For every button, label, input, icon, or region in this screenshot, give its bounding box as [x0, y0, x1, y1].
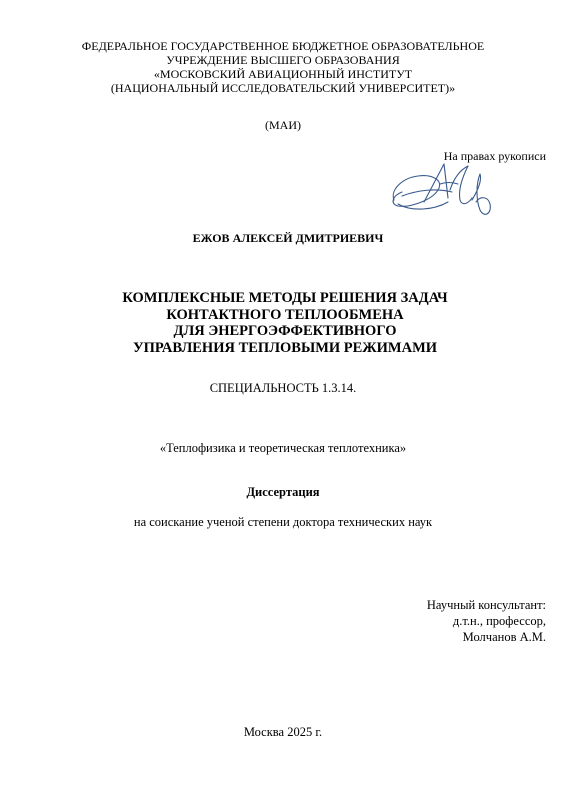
title-line-3: ДЛЯ ЭНЕРГОЭФФЕКТИВНОГО — [173, 323, 397, 339]
title-line-1: КОМПЛЕКСНЫЕ МЕТОДЫ РЕШЕНИЯ ЗАДАЧ — [122, 290, 448, 306]
institution-line-4: (НАЦИОНАЛЬНЫЙ ИССЛЕДОВАТЕЛЬСКИЙ УНИВЕРСИТЕТ)» — [110, 81, 456, 95]
degree-statement: на соискание ученой степени доктора технических наук — [133, 515, 433, 529]
institution-line-3: «МОСКОВСКИЙ АВИАЦИОННЫЙ ИНСТИТУТ — [153, 67, 413, 81]
consultant-name: Молчанов А.М. — [462, 630, 546, 644]
document-kind: Диссертация — [246, 485, 320, 499]
title-line-4: УПРАВЛЕНИЯ ТЕПЛОВЫМИ РЕЖИМАМИ — [132, 339, 438, 356]
consultant-credentials: д.т.н., профессор, — [452, 614, 546, 628]
handwritten-signature-icon — [388, 160, 500, 224]
institution-line-1: ФЕДЕРАЛЬНОЕ ГОСУДАРСТВЕННОЕ БЮДЖЕТНОЕ ОБРАЗОВАТЕЛЬНОЕ — [81, 39, 485, 53]
author-name: ЕЖОВ АЛЕКСЕЙ ДМИТРИЕВИЧ — [192, 231, 384, 245]
dissertation-title — [0, 290, 566, 356]
consultant-label: Научный консультант: — [426, 598, 546, 612]
institution-abbreviation: (МАИ) — [265, 118, 301, 132]
scientific-consultant — [427, 597, 546, 645]
title-line-2: КОНТАКТНОГО ТЕПЛООБМЕНА — [166, 306, 404, 323]
specialty-name: «Теплофизика и теоретическая теплотехника» — [159, 441, 407, 455]
specialty-code: СПЕЦИАЛЬНОСТЬ 1.3.14. — [209, 381, 357, 395]
manuscript-rights-note: На правах рукописи — [443, 149, 546, 163]
city-and-year: Москва 2025 г. — [243, 725, 323, 739]
institution-line-2: УЧРЕЖДЕНИЕ ВЫСШЕГО ОБРАЗОВАНИЯ — [166, 53, 400, 67]
institution-name — [0, 39, 566, 95]
